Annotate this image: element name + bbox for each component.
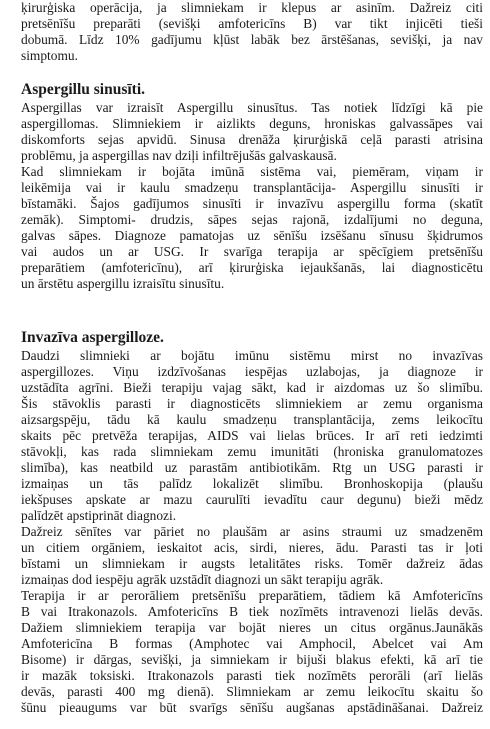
text-line: uzstādīta agrīni. Bieži terapiju vajag sākt, kad ir aizdomas uz šo slimību. — [21, 380, 483, 395]
text-line: preparātiem (amfotericīnu), arī ķirurģiska iejaukšanās, lai diagnosticētu — [21, 260, 483, 275]
text-line: un ārstētu aspergillu izraisītu sinusītu. — [21, 276, 225, 291]
text-line: bīstami un slimniekam ir augsts letalitātes risks. Tomēr dažreiz ādas — [21, 556, 483, 571]
text-line: zemāk). Simptomi- drudzis, sāpes sejas rajonā, izdalījumi no deguna, — [21, 212, 483, 227]
text-line: diskomforts sejas apvidū. Sinusa drenāža ķirurģiskā ceļā parasti atrisina — [21, 132, 483, 147]
text-line: Aspergillas var izraisīt Aspergillu sinusītus. Tas notiek līdzīgi kā pie — [21, 100, 483, 115]
text-line: Daudzi slimnieki ar bojātu imūnu sistēmu mirst no invazīvas — [21, 348, 483, 363]
text-line: šūnu pieaugums var būt svarīgs sēnīšu augšanas apstādināšanai. Dažreiz — [21, 700, 483, 715]
text-line: skaits pēc pretvēža terapijas, AIDS vai lielas brūces. Ir arī reti iedzimti — [21, 428, 483, 443]
section-heading: Aspergillu sinusīti. — [21, 81, 146, 98]
text-line: un citiem orgāniem, ieskaitot acis, sirdi, nieres, ādu. Parasti tas ir ļoti — [21, 540, 483, 555]
text-line: aspergillomas. Slimniekiem ir aizlikts deguns, hroniskas galvassāpes vai — [21, 116, 483, 131]
text-line: Dažreiz sēnītes var pāriet no plaušām ar asins straumi uz smadzenēm — [21, 524, 483, 539]
text-line: galvas sāpes. Diagnoze pamatojas uz sēnīšu izsēšanu sīnusu šķidrumos — [21, 228, 483, 243]
text-line: stāvokļi, kas rada slimniekam zemu imunitāti (hroniska granulomatozes — [21, 444, 483, 459]
text-line: slimība), kas neatbild uz parastām antibiotikām. Rtg un USG parasti ir — [21, 460, 483, 475]
text-line: B vai Itrakonazols. Amfotericīns B tiek nozīmēts intravenozi lielās devās. — [21, 604, 483, 619]
text-line: ir mazāk toksiski. Itrakonazols parasti tiek nozīmēts perorāli (arī lielās — [21, 668, 483, 683]
text-line: vai audos un ar USG. Ir svarīga terapija ar spēcīgiem pretsēnīšu — [21, 244, 483, 259]
text-line: Terapija ir ar perorāliem pretsēnīšu preparātiem, tādiem kā Amfotericīns — [21, 588, 483, 603]
section-heading: Invazīva aspergilloze. — [21, 329, 164, 346]
text-line: Amfotericīna B formas (Amphotec vai Amphocil, Abelcet vai Am — [21, 636, 483, 651]
text-line: aizsargspēju, tādu kā kaulu smadzeņu transplantācija, zems leikocītu — [21, 412, 483, 427]
text-line: Kad slimniekam ir bojāta imūnā sistēma vai, piemēram, viņam ir — [21, 164, 483, 179]
text-line: dobumā. Līdz 10% gadījumu kļūst labāk bez ārstēšanas, sevišķi, ja nav — [21, 32, 483, 47]
text-line: pretsēnīšu preparāti (sevišķi amfotericīns B) var tikt injicēti tieši — [21, 16, 483, 31]
text-line: palīdzēt apstiprināt diagnozi. — [21, 508, 177, 523]
text-line: Šis stāvoklis parasti ir diagnosticēts slimniekiem ar zemu organisma — [21, 396, 483, 411]
text-line: devās, parasti 400 mg dienā). Slimniekam ar zemu leikocītu skaitu šo — [21, 684, 483, 699]
text-line: problēmu, ja aspergillas nav dziļi infiltrējušās galvaskausā. — [21, 148, 337, 163]
text-line: bīstamāki. Šajos gadījumos sinusīti ir invazīvu aspergillu forma (skatīt — [21, 196, 483, 211]
text-line: simptomu. — [21, 48, 78, 63]
text-line: iekšpuses apskate ar mazu caurulīti ievadītu caur degunu) bieži mēdz — [21, 492, 483, 507]
text-line: leikēmija vai ir kaulu smadzeņu transplantācija- Aspergillu sinusīti ir — [21, 180, 483, 195]
text-line: ķirurģiska operācija, ja slimniekam ir klepus ar asinīm. Dažreiz citi — [21, 0, 483, 15]
text-line: Dažiem slimniekiem terapija var bojāt nieres un citus orgānus.Jaunākās — [21, 620, 483, 635]
text-line: izmaiņas un tās palīdz lokalizēt slimību. Bronhoskopija (plaušu — [21, 476, 483, 491]
text-line: izmaiņas dod iespēju agrāk uzstādīt diagnozi un sākt terapiju agrāk. — [21, 572, 384, 587]
text-line: Bisome) ir dārgas, sevišķi, ja simniekam ir bijuši blakus efekti, kā arī tie — [21, 652, 483, 667]
text-line: aspergillozes. Viņu izdzīvošanas iespējas uzlabojas, ja diagnoze ir — [21, 364, 483, 379]
